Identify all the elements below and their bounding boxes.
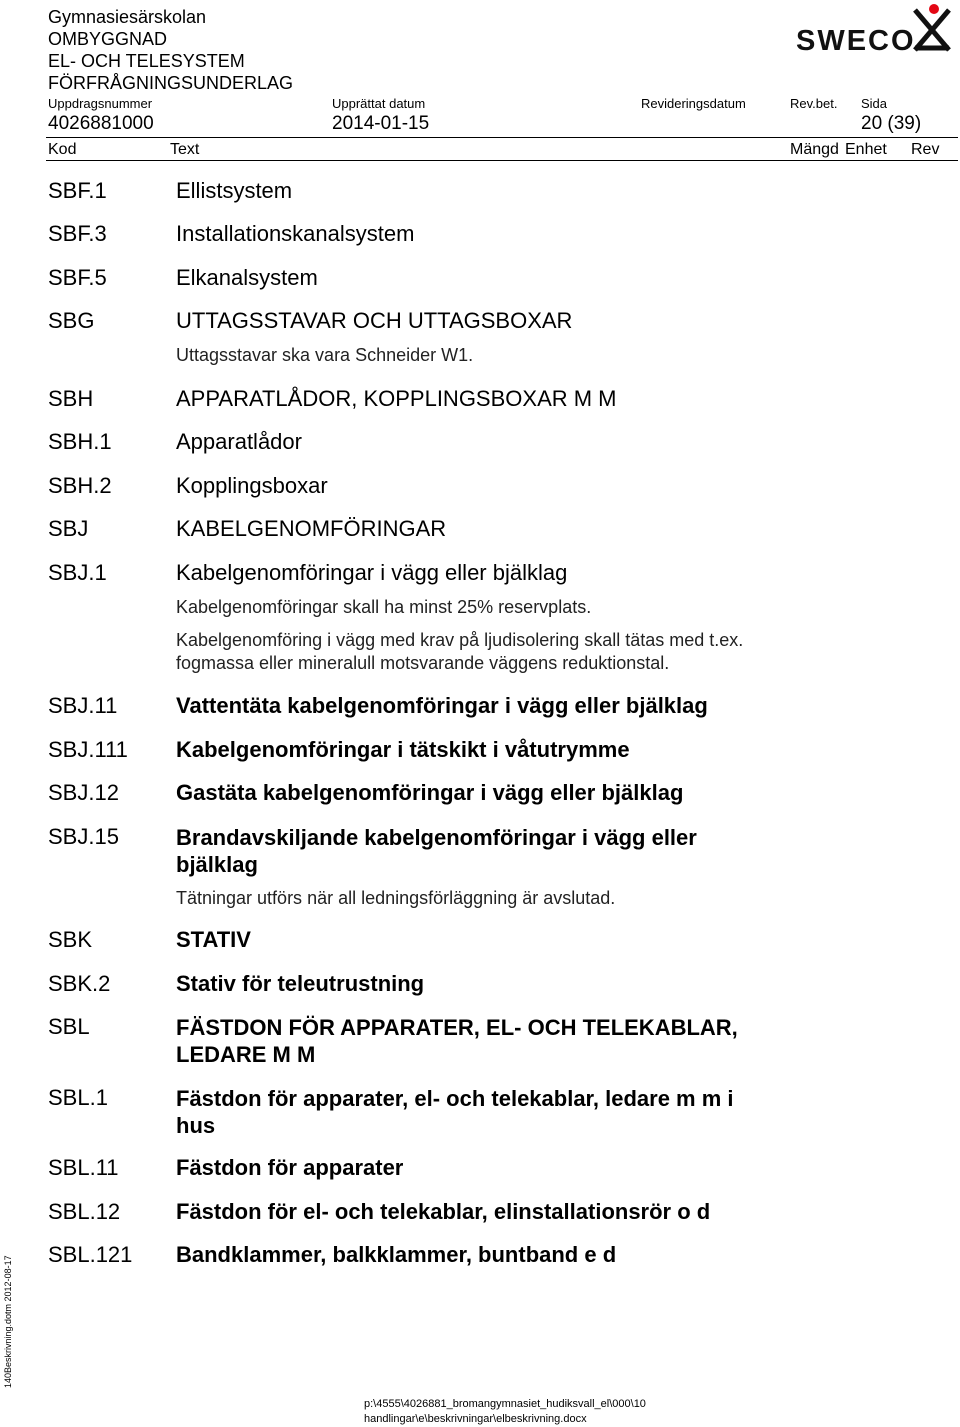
row-code: SBH [48, 386, 94, 411]
row-code: SBJ [48, 516, 89, 541]
label-rev-bet: Rev.bet. [790, 96, 838, 111]
row-description: Uttagsstavar ska vara Schneider W1. [176, 345, 474, 365]
row-heading: Apparatlådor [176, 429, 302, 454]
row-code: SBL.12 [48, 1199, 121, 1224]
row-code: SBF.1 [48, 178, 107, 203]
project-type: OMBYGGNAD [48, 29, 168, 49]
row-code: SBJ.11 [48, 693, 118, 718]
row-heading: KABELGENOMFÖRINGAR [176, 516, 447, 541]
label-sida: Sida [861, 96, 888, 111]
row-heading: Stativ för teleutrustning [176, 971, 425, 996]
column-kod: Kod [48, 141, 77, 158]
row-heading: Fästdon för apparater [176, 1155, 404, 1180]
row-heading: Elkanalsystem [176, 265, 318, 290]
row-heading: Vattentäta kabelgenomföringar i vägg eller bjälklag [176, 693, 708, 718]
column-text: Text [170, 141, 200, 158]
row-heading: Bandklammer, balkklammer, buntband e d [176, 1242, 617, 1267]
row-code: SBF.5 [48, 265, 107, 290]
row-heading: Fästdon för el- och telekablar, elinstallationsrör o d [176, 1199, 711, 1224]
svg-text:SWECO: SWECO [796, 25, 916, 54]
row-heading: Brandavskiljande kabelgenomföringar i vägg eller bjälklag [176, 825, 697, 877]
row-code: SBK [48, 927, 93, 952]
row-code: SBJ.1 [48, 560, 107, 585]
column-rev: Rev [911, 141, 940, 158]
row-code: SBJ.111 [48, 737, 128, 762]
row-code: SBG [48, 308, 95, 333]
row-heading: Ellistsystem [176, 178, 293, 203]
row-description: Tätningar utförs när all ledningsförläggning är avslutad. [176, 888, 616, 908]
row-code: SBK.2 [48, 971, 111, 996]
row-heading: Installationskanalsystem [176, 221, 415, 246]
row-code: SBF.3 [48, 221, 107, 246]
upprattat-datum-value: 2014-01-15 [332, 113, 430, 134]
project-name: Gymnasiesärskolan [48, 7, 207, 27]
row-heading: STATIV [176, 927, 251, 952]
row-heading: Gastäta kabelgenomföringar i vägg eller bjälklag [176, 780, 684, 805]
footer-path-line: p:\4555\4026881_bromangymnasiet_hudiksvall_el\000\10 [364, 1398, 646, 1410]
row-code: SBH.1 [48, 429, 112, 454]
header-divider-bottom [46, 160, 958, 161]
header-divider-top [46, 137, 958, 138]
row-heading: FÄSTDON FÖR APPARATER, EL- OCH TELEKABLAR, LEDARE M M [176, 1015, 738, 1067]
uppdragsnummer-value: 4026881000 [48, 113, 154, 134]
row-code: SBL.11 [48, 1155, 119, 1180]
label-uppdragsnummer: Uppdragsnummer [48, 96, 153, 111]
row-description: Kabelgenomföringar skall ha minst 25% reservplats. [176, 597, 592, 617]
project-discipline: EL- OCH TELESYSTEM [48, 51, 245, 71]
row-code: SBL.1 [48, 1085, 108, 1110]
row-code: SBL.121 [48, 1242, 133, 1267]
row-heading: Kabelgenomföringar i vägg eller bjälklag [176, 560, 568, 585]
row-heading: UTTAGSSTAVAR OCH UTTAGSBOXAR [176, 308, 573, 333]
row-heading: APPARATLÅDOR, KOPPLINGSBOXAR M M [176, 386, 617, 411]
column-mangd: Mängd [790, 141, 839, 158]
row-heading: Kabelgenomföringar i tätskikt i våtutrymme [176, 737, 630, 762]
document-type: FÖRFRÅGNINGSUNDERLAG [48, 73, 294, 93]
row-code: SBJ.15 [48, 824, 119, 849]
page-number: 20 (39) [861, 113, 922, 134]
row-code: SBH.2 [48, 473, 112, 498]
label-upprattat-datum: Upprättat datum [332, 96, 426, 111]
footer-path-line: handlingar\e\beskrivningar\elbeskrivning.docx [364, 1413, 587, 1425]
footer-file-path [364, 1397, 646, 1427]
column-enhet: Enhet [845, 141, 887, 158]
template-note: 140Beskrivning.dotm 2012-08-17 [3, 1255, 13, 1388]
row-description: Kabelgenomföring i vägg med krav på ljudisolering skall tätas med t.ex. fogmassa eller mineralull motsvarande väggens reduktionstal. [176, 630, 744, 673]
sweco-logo [794, 4, 954, 54]
row-heading: Kopplingsboxar [176, 473, 328, 498]
label-revideringsdatum: Revideringsdatum [641, 96, 746, 111]
row-code: SBL [48, 1014, 90, 1039]
row-code: SBJ.12 [48, 780, 119, 805]
row-heading: Fästdon för apparater, el- och telekablar, ledare m m i hus [176, 1086, 734, 1138]
